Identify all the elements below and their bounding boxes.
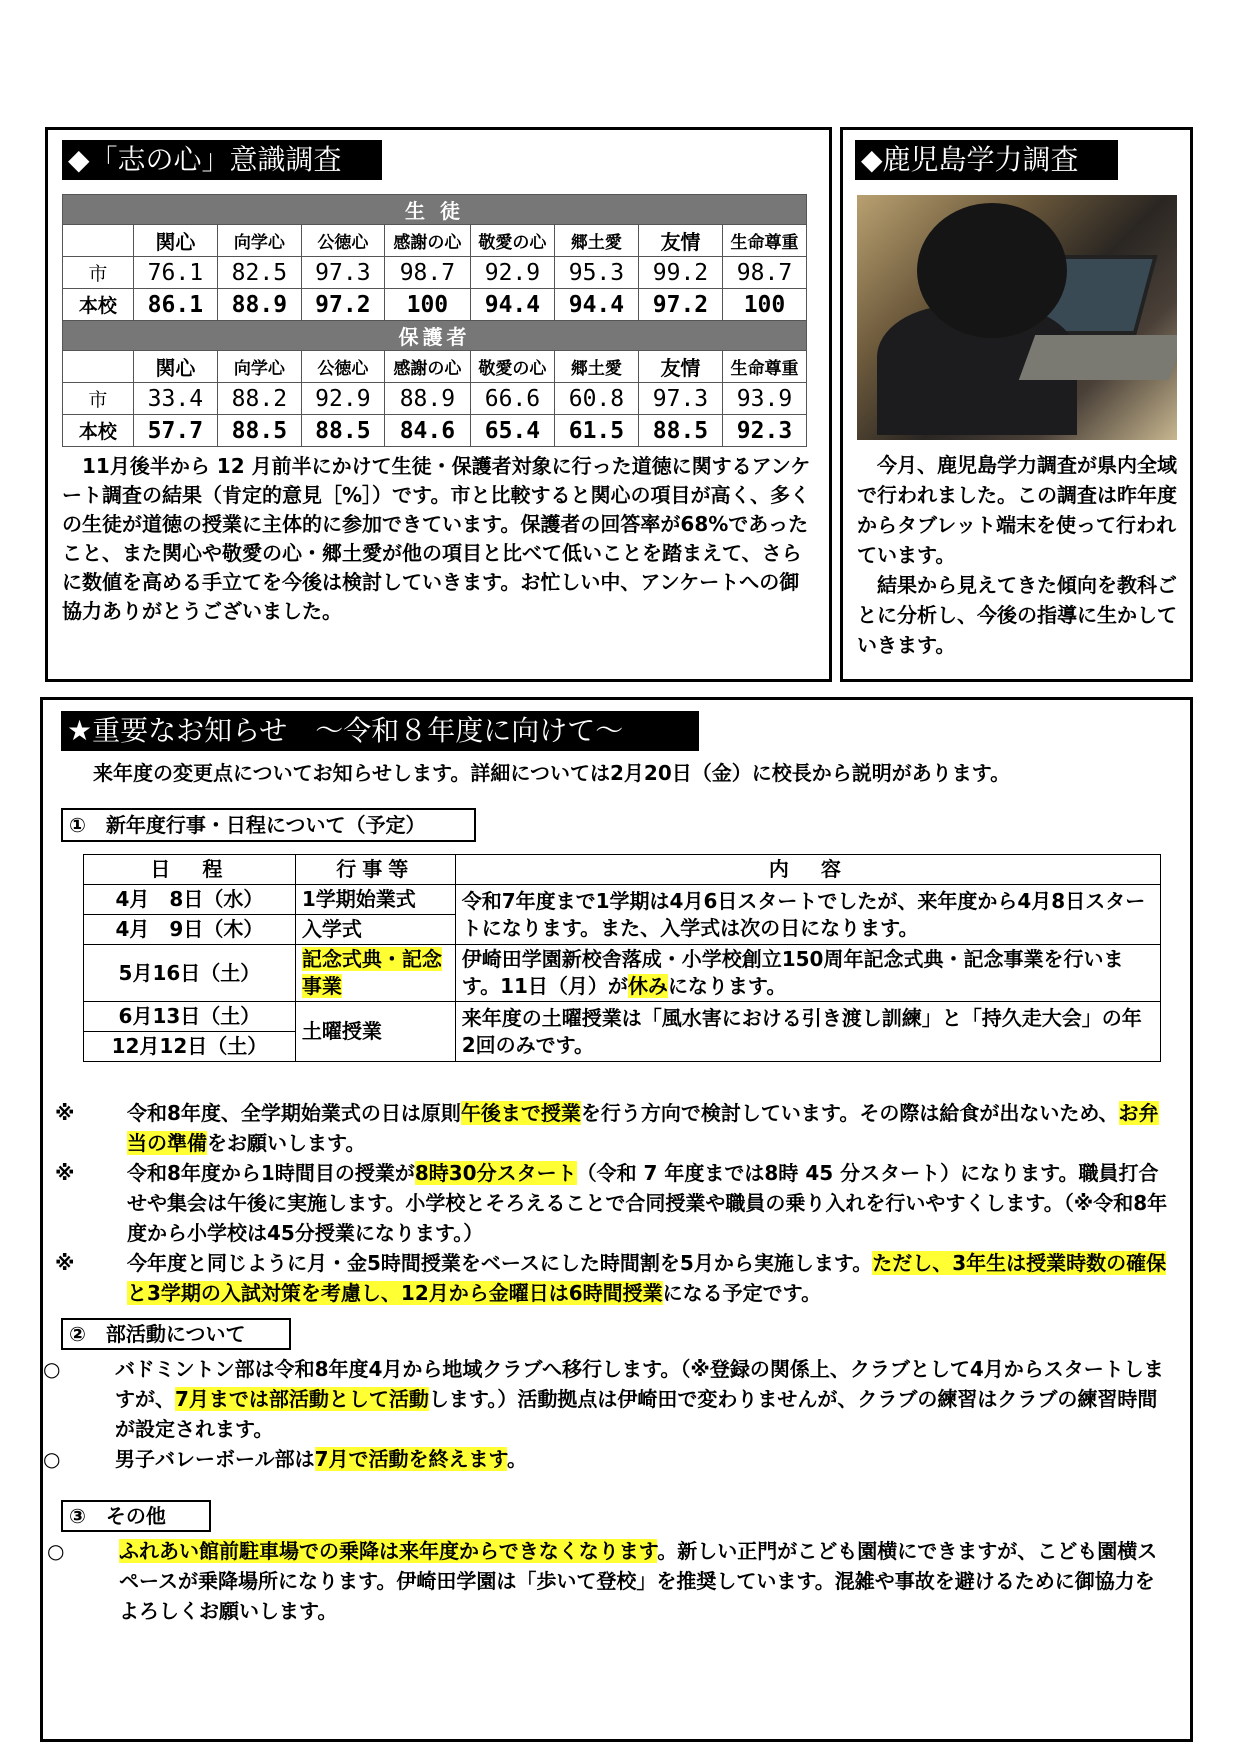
row-label-school: 本校 — [63, 415, 134, 447]
schedule-event — [295, 945, 455, 1002]
schedule-content: 伊崎田学園新校舎落成・小学校創立150周年記念式典・記念事業を行います。11日（月）が休みになります。 — [455, 945, 1160, 1002]
cell: 98.7 — [722, 257, 806, 289]
cell: 88.9 — [384, 383, 470, 415]
schedule-col-date: 日 程 — [84, 855, 296, 885]
cell: 92.9 — [301, 383, 384, 415]
col-header: 友情 — [638, 225, 722, 257]
col-header: 生命尊重 — [722, 351, 806, 383]
cell: 97.3 — [301, 257, 384, 289]
schedule-date: 6月13日（土） — [84, 1002, 296, 1032]
col-header: 関心 — [133, 351, 217, 383]
notice-intro: 来年度の変更点についてお知らせします。詳細については2月20日（金）に校長から説明があります。 — [73, 761, 1011, 785]
survey-description: 11月後半から 12 月前半にかけて生徒・保護者対象に行った道徳に関するアンケート調査の結果（肯定的意見［%］）です。市と比較すると関心の項目が高く、多くの生徒が道徳の授業に主体的に参加できています。保護者の回答率が68%であったこと、また関心や敬愛の心・郷土愛が他の項目と比べて低いことを踏まえて、さらに数値を高める手立てを今後は検討していきます。お忙しい中、アンケートへの御協力ありがとうございました。 — [62, 454, 811, 623]
highlight: 8時30分スタート — [414, 1161, 577, 1185]
cell: 88.2 — [217, 383, 301, 415]
highlight: 記念式典・記念事業 — [301, 947, 442, 998]
cell: 76.1 — [133, 257, 217, 289]
cell: 97.2 — [301, 289, 384, 321]
notice-box — [40, 697, 1193, 1742]
col-header: 敬愛の心 — [470, 225, 554, 257]
note-3: ※ 今年度と同じように月・金5時間授業をベースにした時間割を5月から実施します。ただし、3年生は授業時数の確保と3学期の入試対策を考慮し、12月から金曜日は6時間授業になる予定です。 — [91, 1248, 1171, 1308]
survey-title: ◆「志の心」意識調査 — [62, 140, 382, 180]
cell: 92.3 — [722, 415, 806, 447]
notice-title: ★重要なお知らせ ～令和８年度に向けて～ — [61, 711, 699, 751]
cell: 94.4 — [470, 289, 554, 321]
circle-mark: ○ — [43, 1447, 61, 1471]
highlight: ただし、3年生は授業時数の確保と3学期の入試対策を考慮し、12月から金曜日は6時間授業 — [127, 1251, 1167, 1305]
cell: 33.4 — [133, 383, 217, 415]
highlight: 休み — [627, 974, 668, 998]
cell: 88.5 — [301, 415, 384, 447]
cell: 92.9 — [470, 257, 554, 289]
col-header: 向学心 — [217, 351, 301, 383]
cell: 84.6 — [384, 415, 470, 447]
parents-band: 保護者 — [63, 321, 807, 351]
highlight: ふれあい館前駐車場での乗降は来年度からできなくなります — [119, 1539, 658, 1563]
note-mark: ※ — [55, 1161, 75, 1185]
cell: 57.7 — [133, 415, 217, 447]
cell: 60.8 — [554, 383, 638, 415]
note-mark: ※ — [55, 1251, 75, 1275]
survey-table — [62, 194, 807, 447]
schedule-event: 入学式 — [295, 915, 455, 945]
cell: 88.5 — [217, 415, 301, 447]
schedule-date: 12月12日（土） — [84, 1032, 296, 1062]
circle-mark: ○ — [43, 1357, 61, 1381]
cell: 93.9 — [722, 383, 806, 415]
schedule-content: 来年度の土曜授業は「風水害における引き渡し訓練」と「持久走大会」の年2回のみです。 — [455, 1002, 1160, 1062]
schedule-col-content: 内 容 — [455, 855, 1160, 885]
schedule-event: 土曜授業 — [295, 1002, 455, 1062]
club-item-2: ○ 男子バレーボール部は7月で活動を終えます。 — [79, 1444, 1174, 1474]
row-label-city: 市 — [63, 257, 134, 289]
schedule-date: 4月 9日（木） — [84, 915, 296, 945]
cell: 82.5 — [217, 257, 301, 289]
schedule-content: 令和7年度まで1学期は4月6日スタートでしたが、来年度から4月8日スタートになります。また、入学式は次の日になります。 — [455, 885, 1160, 945]
note-mark: ※ — [55, 1101, 75, 1125]
cell: 97.2 — [638, 289, 722, 321]
col-header: 敬愛の心 — [470, 351, 554, 383]
survey-box — [45, 127, 832, 682]
cell: 99.2 — [638, 257, 722, 289]
col-header: 感謝の心 — [384, 351, 470, 383]
schedule-date: 4月 8日（水） — [84, 885, 296, 915]
highlight: 午後まで授業 — [460, 1101, 581, 1125]
schedule-date: 5月16日（土） — [84, 945, 296, 1002]
cell: 100 — [722, 289, 806, 321]
col-header: 向学心 — [217, 225, 301, 257]
students-band: 生 徒 — [63, 195, 807, 225]
col-header: 友情 — [638, 351, 722, 383]
section3-heading: ③ その他 — [61, 1500, 211, 1532]
cell: 66.6 — [470, 383, 554, 415]
cell: 61.5 — [554, 415, 638, 447]
kagoshima-text1: 今月、鹿児島学力調査が県内全域で行われました。この調査は昨年度からタブレット端末を使って行われています。 — [857, 453, 1177, 567]
schedule-table — [83, 854, 1161, 1062]
cell: 97.3 — [638, 383, 722, 415]
col-header: 公徳心 — [301, 351, 384, 383]
note-1: ※ 令和8年度、全学期始業式の日は原則午後まで授業を行う方向で検討しています。その際は給食が出ないため、お弁当の準備をお願いします。 — [91, 1098, 1171, 1158]
circle-mark: ○ — [47, 1539, 65, 1563]
col-header: 関心 — [133, 225, 217, 257]
highlight: 7月で活動を終えます — [314, 1447, 507, 1471]
note-2: ※ 令和8年度から1時間目の授業が8時30分スタート（令和 7 年度までは8時 45 分スタート）になります。職員打合せや集会は午後に実施します。小学校とそろえることで合同授業や職員の乗り入れを行いやすくします。（※令和8年度から小学校は45分授業になります。） — [91, 1158, 1171, 1248]
schedule-col-event: 行事等 — [295, 855, 455, 885]
kagoshima-box — [840, 127, 1193, 682]
row-label-city: 市 — [63, 383, 134, 415]
col-header: 郷土愛 — [554, 225, 638, 257]
student-tablet-photo — [857, 195, 1177, 440]
kagoshima-title: ◆鹿児島学力調査 — [855, 140, 1118, 180]
col-header: 公徳心 — [301, 225, 384, 257]
cell: 88.5 — [638, 415, 722, 447]
section2-heading: ② 部活動について — [61, 1318, 291, 1350]
cell: 88.9 — [217, 289, 301, 321]
row-label-school: 本校 — [63, 289, 134, 321]
cell: 94.4 — [554, 289, 638, 321]
col-header: 感謝の心 — [384, 225, 470, 257]
section1-heading: ① 新年度行事・日程について（予定） — [61, 808, 476, 842]
cell: 86.1 — [133, 289, 217, 321]
highlight: お弁当の準備 — [127, 1101, 1159, 1155]
club-item-1: ○ バドミントン部は令和8年度4月から地域クラブへ移行します。（※登録の関係上、クラブとして4月からスタートしますが、7月までは部活動として活動します。）活動拠点は伊崎田で変わりませんが、クラブの練習はクラブの練習時間が設定されます。 — [79, 1354, 1174, 1444]
col-header: 郷土愛 — [554, 351, 638, 383]
kagoshima-text2: 結果から見えてきた傾向を教科ごとに分析し、今後の指導に生かしていきます。 — [857, 573, 1177, 657]
cell: 65.4 — [470, 415, 554, 447]
cell: 100 — [384, 289, 470, 321]
col-header: 生命尊重 — [722, 225, 806, 257]
other-item-1: ○ ふれあい館前駐車場での乗降は来年度からできなくなります。新しい正門がこども園横にできますが、こども園横スペースが乗降場所になります。伊崎田学園は「歩いて登校」を推奨しています。混雑や事故を避けるために御協力をよろしくお願いします。 — [83, 1536, 1168, 1626]
cell: 95.3 — [554, 257, 638, 289]
cell: 98.7 — [384, 257, 470, 289]
highlight: 7月までは部活動として活動 — [175, 1387, 429, 1411]
schedule-event: 1学期始業式 — [295, 885, 455, 915]
